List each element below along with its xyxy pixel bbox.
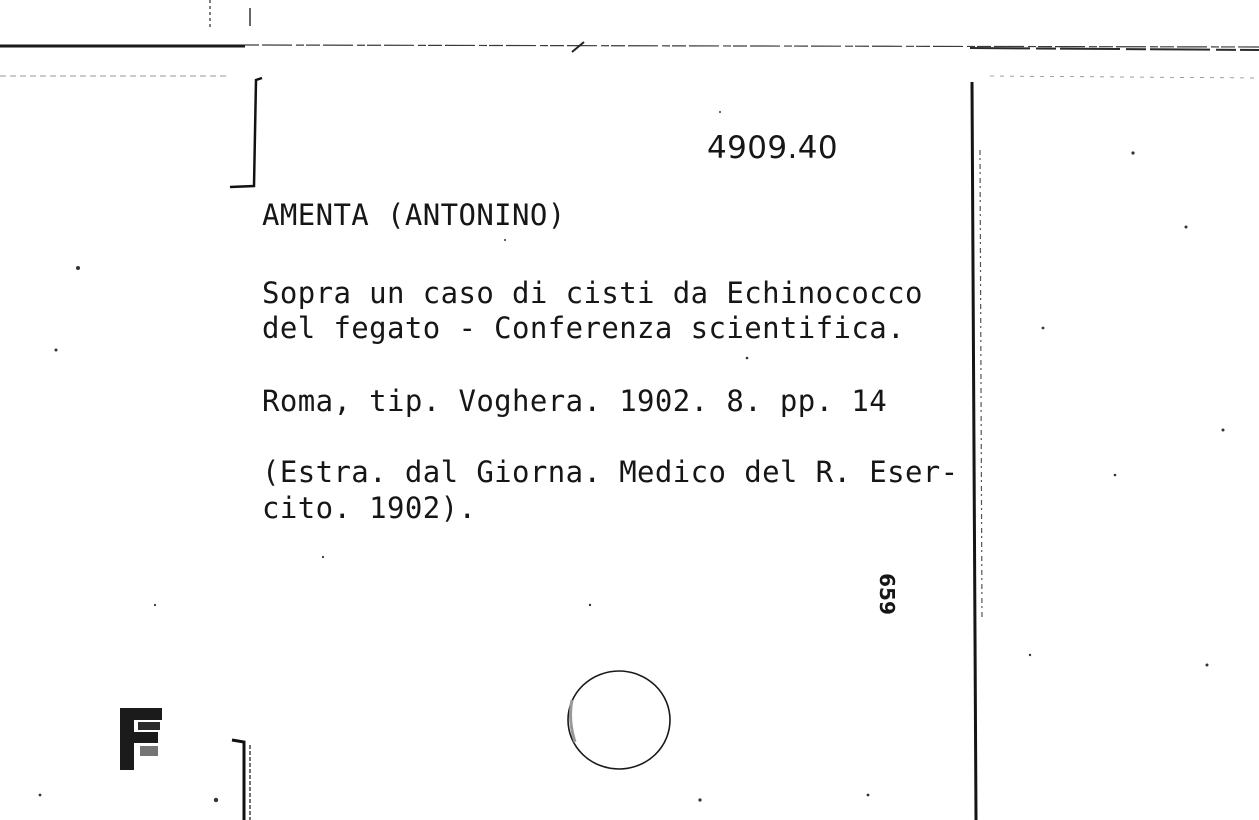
title-line-2: del fegato - Conferenza scientifica. [262, 311, 905, 345]
stamp-letter-f-mark [120, 708, 162, 770]
right-card-border [972, 82, 982, 820]
title-line-1: Sopra un caso di cisti da Echinococco [262, 276, 923, 310]
imprint-line: Roma, tip. Voghera. 1902. 8. pp. 14 [262, 384, 888, 418]
bottom-bracket-mark [232, 740, 250, 820]
author-heading: AMENTA (ANTONINO) [262, 198, 566, 232]
left-bracket-mark-top [230, 78, 262, 187]
note-line-2: cito. 1902). [262, 491, 477, 525]
top-edge-line [0, 0, 1259, 78]
punch-hole-circle [568, 671, 670, 769]
shelfmark-number: 4909.40 [707, 130, 838, 166]
note-line-1: (Estra. dal Giorna. Medico del R. Eser- [262, 455, 959, 489]
stamp-number-vertical: 659 [875, 573, 899, 615]
